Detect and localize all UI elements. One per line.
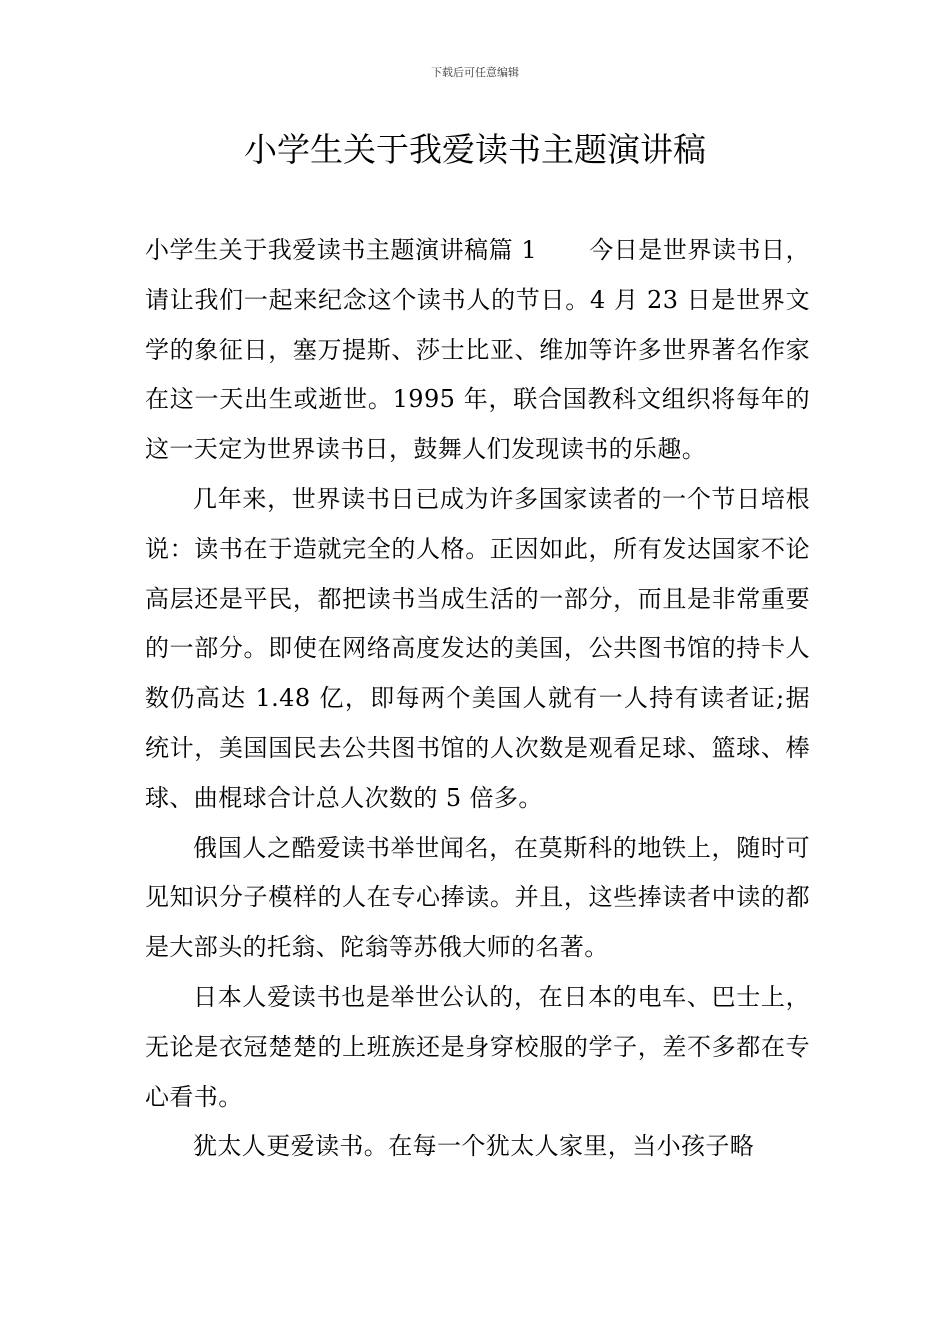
document-title: 小学生关于我爱读书主题演讲稿 <box>244 130 706 169</box>
paragraph-2: 几年来，世界读书日已成为许多国家读者的一个节日培根说：读书在于造就完全的人格。正因如此，所有发达国家不论高层还是平民，都把读书当成生活的一部分，而且是非常重要的一部分。即使在网络高度发达的美国，公共图书馆的持卡人数仍高达 1.48 亿，即每两个美国人就有一人持有读者证;据统计，美国国民去公共图书馆的人次数是观看足球、篮球、棒球、曲棍球合计总人次数的 5 倍多。 <box>145 484 810 812</box>
paragraph-3: 俄国人之酷爱读书举世闻名，在莫斯科的地铁上，随时可见知识分子模样的人在专心捧读。并且，这些捧读者中读的都是大部头的托翁、陀翁等苏俄大师的名著。 <box>145 833 810 962</box>
section-heading: 小学生关于我爱读书主题演讲稿篇 1 <box>145 236 538 264</box>
document-body <box>145 226 810 1172</box>
paragraph-5: 犹太人更爱读书。在每一个犹太人家里，当小孩子略 <box>193 1132 755 1161</box>
paragraph-4: 日本人爱读书也是举世公认的，在日本的电车、巴士上，无论是衣冠楚楚的上班族还是身穿校服的学子，差不多都在专心看书。 <box>145 982 810 1111</box>
header-note: 下载后可任意编辑 <box>431 66 519 79</box>
first-paragraph <box>145 226 810 475</box>
paragraph-1-text: 今日是世界读书日，请让我们一起来纪念这个读书人的节日。4 月 23 日是世界文学的象征日，塞万提斯、莎士比亚、维加等许多世界著名作家在这一天出生或逝世。1995 年，联合国教科文组织将每年的这一天定为世界读书日，鼓舞人们发现读书的乐趣。 <box>145 236 810 464</box>
